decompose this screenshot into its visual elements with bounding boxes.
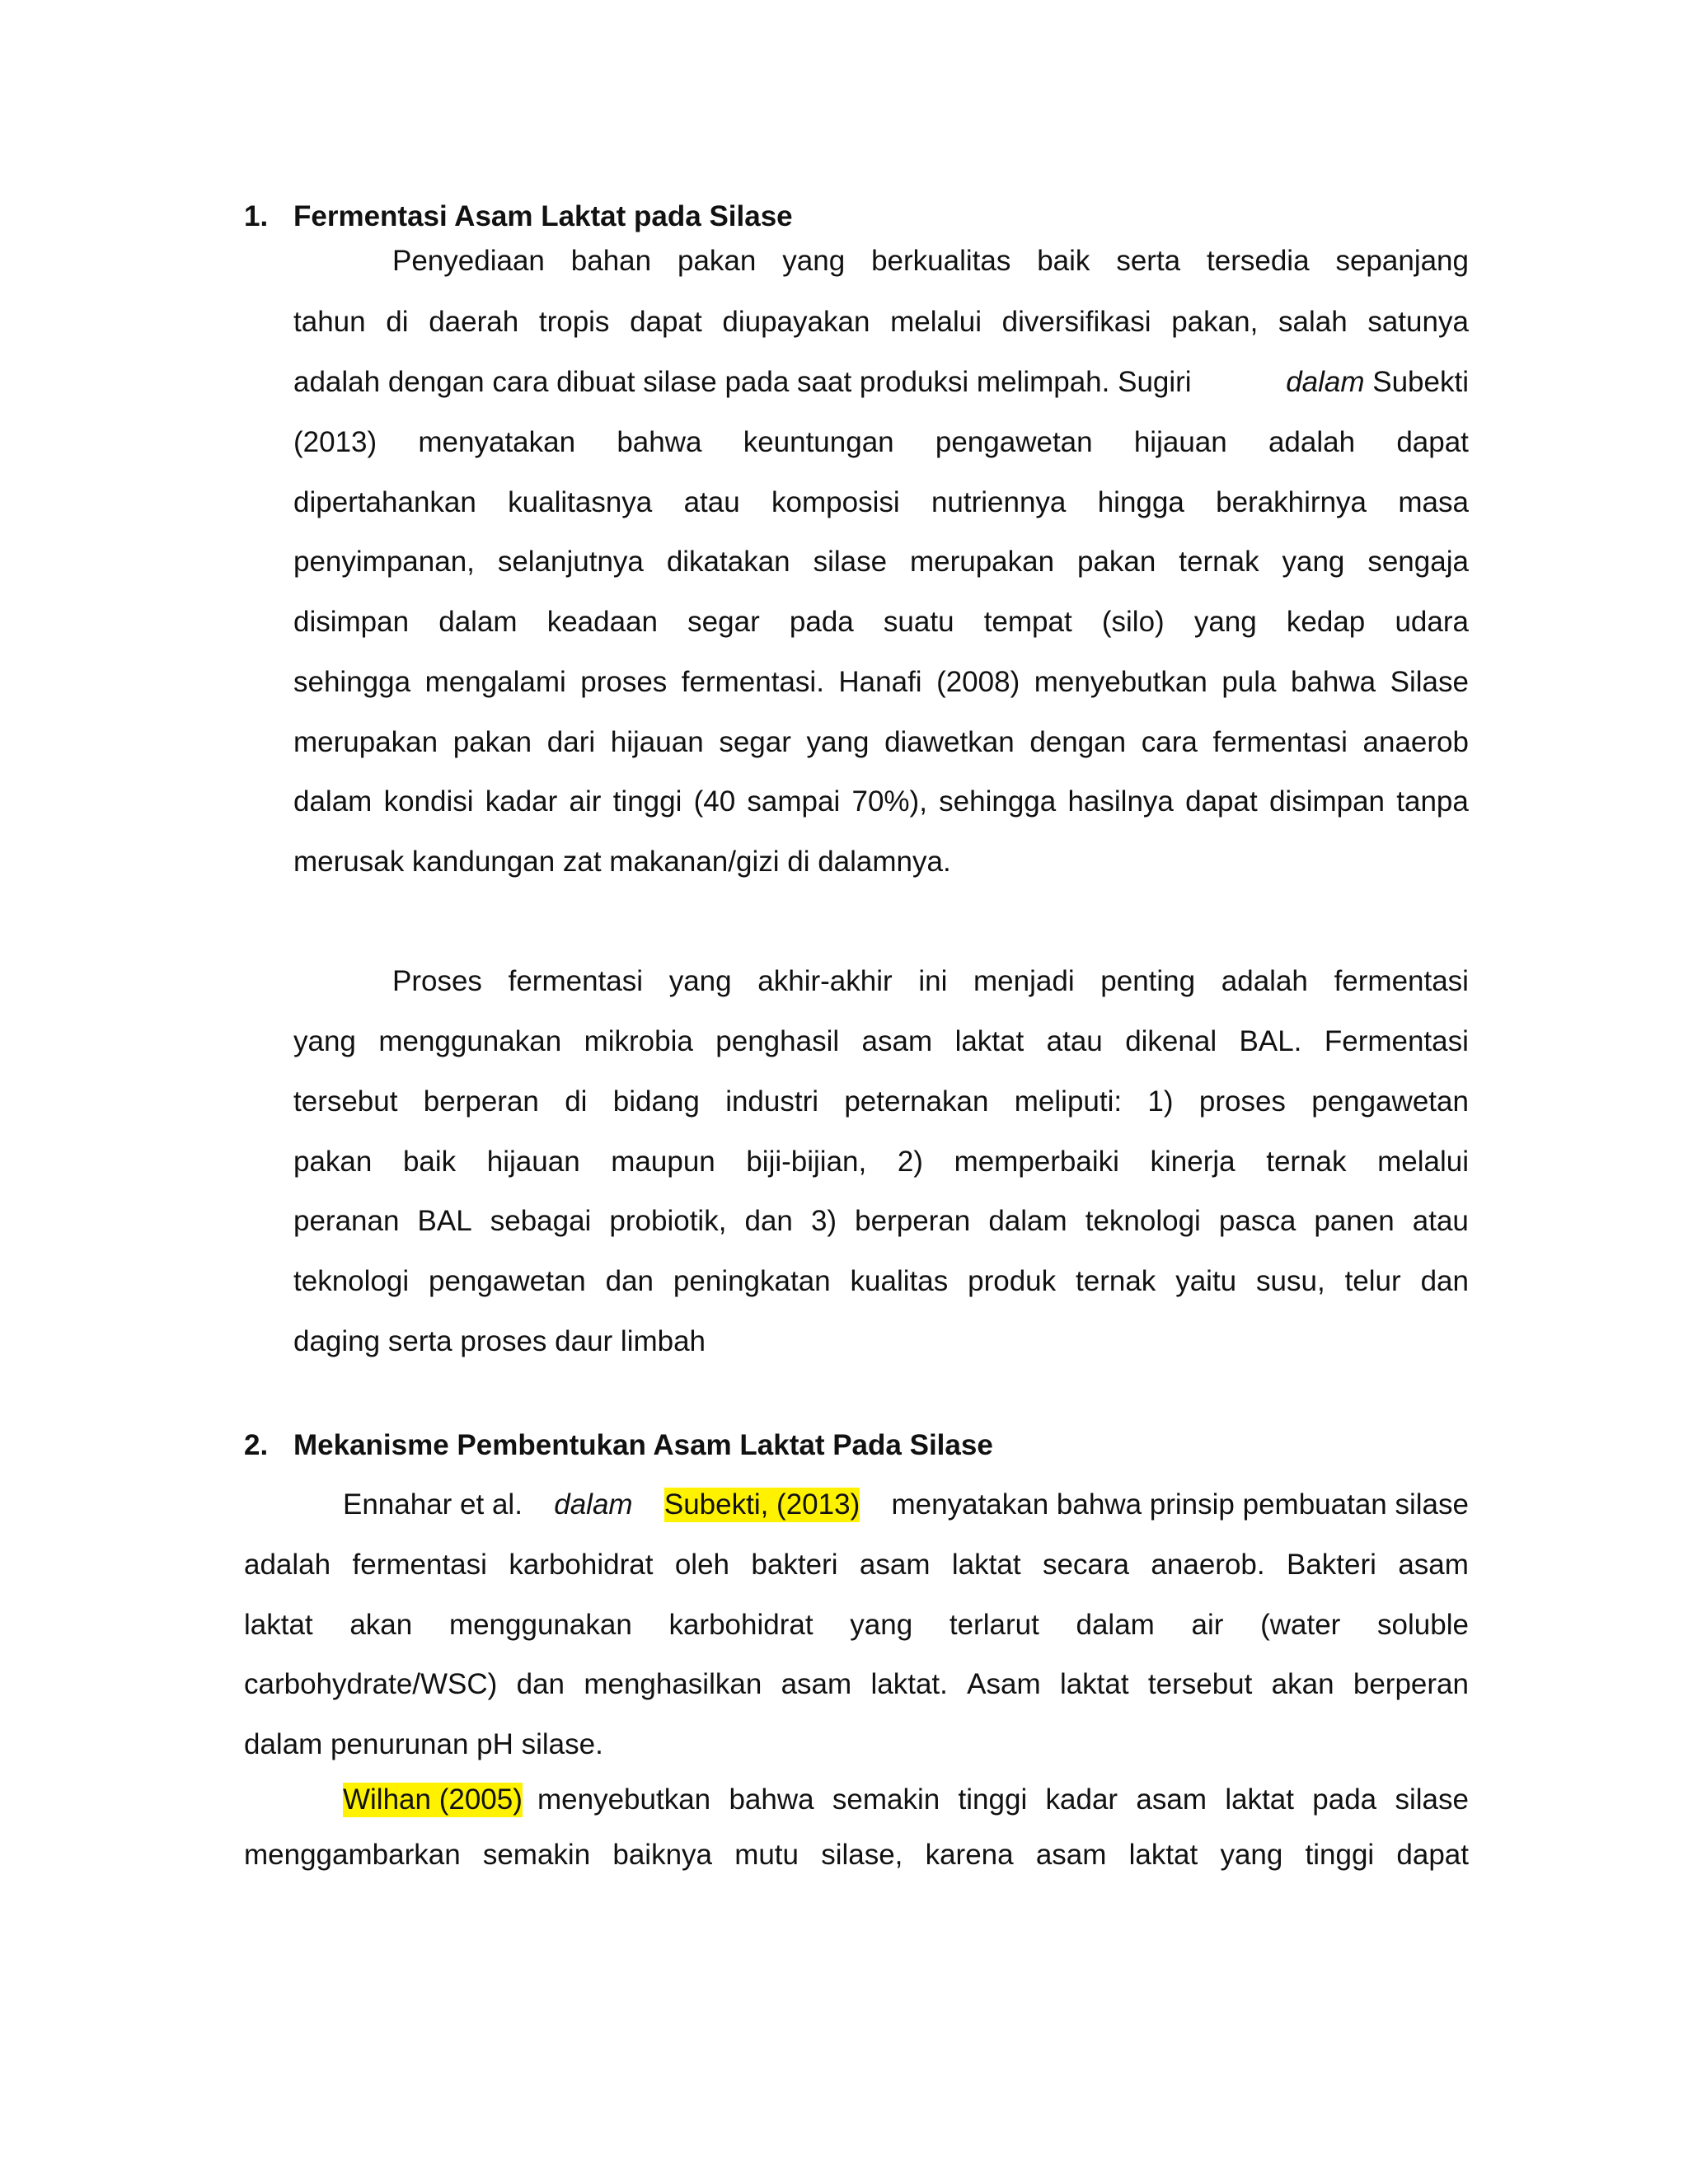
word: tanpa	[1396, 785, 1469, 818]
word: tempat	[983, 606, 1072, 638]
word: kadar	[1045, 1783, 1118, 1816]
word: baik	[1037, 245, 1090, 277]
word: pakan	[678, 245, 757, 277]
word: keuntungan	[743, 426, 894, 458]
word: yang	[668, 965, 732, 997]
word: pakan,	[1171, 306, 1259, 338]
word: Proses	[392, 965, 482, 997]
word: secara	[1042, 1549, 1130, 1581]
word: menggunakan	[378, 1025, 562, 1057]
word: bidang	[612, 1085, 700, 1118]
word: bahwa	[617, 426, 702, 458]
word: yang	[1193, 606, 1257, 638]
word: dalam	[1076, 1609, 1155, 1641]
word: silase	[813, 546, 888, 578]
word: Silase	[1390, 666, 1469, 698]
word: komposisi	[771, 486, 900, 518]
word: dapat	[1396, 1839, 1469, 1871]
word: menjadi	[973, 965, 1075, 997]
word: pakan	[1077, 546, 1156, 578]
s2-p1-line-2	[244, 1548, 1469, 1582]
word: terlarut	[949, 1609, 1039, 1641]
s2-p2-line-2	[244, 1838, 1469, 1872]
word: sengaja	[1367, 546, 1469, 578]
word: proses	[1198, 1085, 1286, 1118]
s2-p2-line-1	[343, 1783, 1469, 1817]
word: asam	[861, 1025, 933, 1057]
word: yang	[806, 726, 870, 758]
word: yang	[1282, 546, 1345, 578]
word: berperan	[423, 1085, 539, 1118]
word: carbohydrate/WSC)	[244, 1668, 498, 1700]
word: 3)	[810, 1205, 837, 1237]
s2-p1-line-1-start: Ennahar et al.	[343, 1488, 523, 1521]
word: panen	[1314, 1205, 1395, 1237]
word: maupun	[611, 1146, 715, 1178]
word: fermentasi	[1334, 965, 1469, 997]
word: BAL.	[1239, 1025, 1302, 1057]
word: teknologi	[1085, 1205, 1201, 1237]
s2-p1-line-1	[343, 1488, 1469, 1522]
s1-p2-line-4	[293, 1145, 1469, 1179]
word: pengawetan	[1311, 1085, 1469, 1118]
s1-p1-line-3	[293, 365, 1469, 400]
word: dikatakan	[666, 546, 790, 578]
word: dipertahankan	[293, 486, 476, 518]
word: dalam	[293, 785, 373, 818]
word: air	[1191, 1609, 1224, 1641]
word: pengawetan	[429, 1265, 586, 1297]
word: bahwa	[1291, 666, 1376, 698]
s1-p1-line-3-italic: dalam	[1286, 366, 1365, 398]
word: diawetkan	[884, 726, 1015, 758]
word: susu,	[1256, 1265, 1325, 1297]
word: yaitu	[1175, 1265, 1237, 1297]
word: telur	[1344, 1265, 1401, 1297]
word: hijauan	[1133, 426, 1227, 458]
word: hijauan	[486, 1146, 580, 1178]
word: serta	[1116, 245, 1181, 277]
section-2-number: 2.	[244, 1429, 269, 1461]
word: kualitasnya	[508, 486, 653, 518]
word: asam	[781, 1668, 852, 1700]
section-2-heading	[244, 1428, 993, 1463]
s2-p1-line-1-italic: dalam	[554, 1488, 633, 1521]
word: (2013)	[293, 426, 377, 458]
s1-p1-line-5	[293, 485, 1469, 520]
word: Fermentasi	[1324, 1025, 1469, 1057]
s1-p2-line-3	[293, 1085, 1469, 1119]
s2-p1-line-1-end: menyatakan bahwa prinsip pembuatan silase	[891, 1488, 1469, 1521]
word: tersebut	[293, 1085, 398, 1118]
word: ternak	[1179, 546, 1259, 578]
word: sehingga	[939, 785, 1057, 818]
section-2-title: Mekanisme Pembentukan Asam Laktat Pada Silase	[293, 1429, 993, 1461]
word: asam	[1035, 1839, 1107, 1871]
word: selanjutnya	[497, 546, 644, 578]
word: berperan	[855, 1205, 971, 1237]
word: semakin	[832, 1783, 940, 1816]
word: disimpan	[293, 606, 410, 638]
word: laktat	[1059, 1668, 1129, 1700]
word: silase,	[821, 1839, 903, 1871]
s2-p1-line-5: dalam penurunan pH silase.	[244, 1728, 603, 1760]
word: menggunakan	[448, 1609, 632, 1641]
word: semakin	[482, 1839, 591, 1871]
word: penting	[1100, 965, 1196, 997]
word: masa	[1398, 486, 1469, 518]
word: cara	[1141, 726, 1198, 758]
s1-p2-line-5	[293, 1204, 1469, 1239]
word: sehingga	[293, 666, 411, 698]
section-1-title: Fermentasi Asam Laktat pada Silase	[293, 200, 793, 232]
word: di	[565, 1085, 588, 1118]
word: fermentasi	[508, 965, 644, 997]
word: segar	[719, 726, 791, 758]
word: baiknya	[612, 1839, 712, 1871]
word: bahan	[570, 245, 652, 277]
s1-p1-line-1	[392, 244, 1469, 279]
word: atau	[683, 486, 740, 518]
word: meliputi:	[1014, 1085, 1123, 1118]
word: dapat	[1185, 785, 1258, 818]
word: sebagai	[490, 1205, 592, 1237]
word: salah	[1278, 306, 1348, 338]
word: dari	[546, 726, 596, 758]
s1-p1-line-11: merusak kandungan zat makanan/gizi di dalamnya.	[293, 846, 951, 878]
word: berkualitas	[871, 245, 1011, 277]
word: (water	[1260, 1609, 1341, 1641]
s1-p1-line-7	[293, 605, 1469, 640]
word: adalah	[1268, 426, 1356, 458]
section-1-heading	[244, 199, 793, 234]
word: karena	[925, 1839, 1014, 1871]
word: menyatakan	[418, 426, 576, 458]
word: memperbaiki	[954, 1146, 1119, 1178]
word: dan	[605, 1265, 654, 1297]
word: biji-bijian,	[746, 1146, 867, 1178]
word: sampai	[747, 785, 841, 818]
s1-p1-line-3-end: Subekti	[1372, 366, 1469, 398]
word: industri	[725, 1085, 819, 1118]
word: dalam	[988, 1205, 1067, 1237]
word: Penyediaan	[392, 245, 545, 277]
word: (2008)	[936, 666, 1020, 698]
word: anaerob.	[1151, 1549, 1265, 1581]
word: dikenal	[1125, 1025, 1217, 1057]
word: dengan	[1029, 726, 1127, 758]
word: karbohidrat	[509, 1549, 654, 1581]
word: (silo)	[1101, 606, 1165, 638]
word: yang	[293, 1025, 356, 1057]
word: tinggi	[612, 785, 682, 818]
word: dan	[1420, 1265, 1469, 1297]
word: nutriennya	[931, 486, 1067, 518]
word: 70%),	[851, 785, 927, 818]
word: peranan	[293, 1205, 400, 1237]
word: disimpan	[1268, 785, 1386, 818]
word: mengalami	[424, 666, 566, 698]
s1-p1-line-2	[293, 305, 1469, 340]
word: atau	[1412, 1205, 1469, 1237]
word: tersedia	[1207, 245, 1310, 277]
word: ini	[918, 965, 948, 997]
section-1-number: 1.	[244, 200, 269, 232]
word: kadar	[485, 785, 558, 818]
word: berakhirnya	[1216, 486, 1367, 518]
word: sepanjang	[1335, 245, 1469, 277]
word: yang	[782, 245, 846, 277]
word: hasilnya	[1067, 785, 1174, 818]
word: menghasilkan	[584, 1668, 762, 1700]
word: udara	[1395, 606, 1469, 638]
word: pada	[1312, 1783, 1377, 1816]
s1-p2-line-2	[293, 1024, 1469, 1059]
word: kinerja	[1150, 1146, 1236, 1178]
word: Bakteri	[1287, 1549, 1376, 1581]
word: kondisi	[383, 785, 474, 818]
word: asam	[1136, 1783, 1207, 1816]
s1-p1-line-4	[293, 425, 1469, 460]
word: 1)	[1147, 1085, 1174, 1118]
s1-p1-line-10	[293, 785, 1469, 819]
word: anaerob	[1362, 726, 1469, 758]
s1-p1-line-9	[293, 725, 1469, 760]
word: melalui	[1377, 1146, 1469, 1178]
word: dan	[516, 1668, 565, 1700]
word: peternakan	[844, 1085, 989, 1118]
word: BAL	[417, 1205, 472, 1237]
word: tropis	[538, 306, 610, 338]
word: pada	[789, 606, 854, 638]
word: hijauan	[610, 726, 704, 758]
word: merupakan	[293, 726, 438, 758]
citation-highlight-wilhan: Wilhan (2005)	[343, 1783, 523, 1816]
word: adalah	[244, 1549, 331, 1581]
word: di	[386, 306, 409, 338]
word: tersebut	[1147, 1668, 1253, 1700]
word: suatu	[883, 606, 954, 638]
word: berperan	[1353, 1668, 1469, 1700]
word: menggambarkan	[244, 1839, 461, 1871]
word: produk	[968, 1265, 1057, 1297]
word: menyebutkan	[1034, 666, 1207, 698]
word: dalam	[438, 606, 518, 638]
word: fermentasi.	[681, 666, 824, 698]
word: dapat	[630, 306, 702, 338]
s2-p2-line-1-end	[537, 1783, 1469, 1817]
word: Asam	[967, 1668, 1041, 1700]
s1-p2-line-7: daging serta proses daur limbah	[293, 1325, 706, 1357]
word: tahun	[293, 306, 366, 338]
word: laktat	[954, 1025, 1025, 1057]
word: air	[569, 785, 602, 818]
word: laktat	[244, 1609, 313, 1641]
word: baik	[402, 1146, 457, 1178]
s1-p2-line-6	[293, 1264, 1469, 1299]
word: fermentasi	[1212, 726, 1348, 758]
word: ternak	[1266, 1146, 1347, 1178]
word: diupayakan	[722, 306, 870, 338]
word: daerah	[429, 306, 519, 338]
word: menyebutkan	[537, 1783, 711, 1816]
s1-p2-line-1	[392, 964, 1469, 999]
s1-p1-line-8	[293, 665, 1469, 700]
citation-highlight-subekti: Subekti, (2013)	[663, 1488, 860, 1521]
word: melalui	[890, 306, 982, 338]
word: pasca	[1218, 1205, 1296, 1237]
word: dapat	[1396, 426, 1469, 458]
word: penghasil	[715, 1025, 840, 1057]
word: akhir-akhir	[757, 965, 893, 997]
word: karbohidrat	[668, 1609, 814, 1641]
s2-p1-line-3	[244, 1608, 1469, 1643]
word: keadaan	[546, 606, 659, 638]
word: bakteri	[751, 1549, 838, 1581]
word: yang	[1220, 1839, 1283, 1871]
word: pengawetan	[935, 426, 1093, 458]
word: merupakan	[909, 546, 1055, 578]
word: ternak	[1076, 1265, 1156, 1297]
word: asam	[859, 1549, 931, 1581]
word: Hanafi	[838, 666, 922, 698]
word: pakan	[293, 1146, 373, 1178]
word: diversifikasi	[1001, 306, 1151, 338]
word: satunya	[1367, 306, 1469, 338]
word: 2)	[897, 1146, 923, 1178]
s1-p1-line-3-text: adalah dengan cara dibuat silase pada saat produksi melimpah. Sugiri	[293, 366, 1192, 398]
word: soluble	[1377, 1609, 1469, 1641]
word: mikrobia	[584, 1025, 693, 1057]
word: peningkatan	[673, 1265, 831, 1297]
word: pakan	[452, 726, 532, 758]
word: pula	[1221, 666, 1277, 698]
word: akan	[349, 1609, 413, 1641]
word: proses	[580, 666, 668, 698]
word: laktat.	[870, 1668, 948, 1700]
word: kualitas	[850, 1265, 949, 1297]
word: (40	[693, 785, 736, 818]
word: akan	[1271, 1668, 1334, 1700]
word: penyimpanan,	[293, 546, 475, 578]
word: tinggi	[958, 1783, 1028, 1816]
word: segar	[687, 606, 760, 638]
word: silase	[1395, 1783, 1469, 1816]
word: yang	[850, 1609, 913, 1641]
word: oleh	[674, 1549, 730, 1581]
word: kedap	[1286, 606, 1366, 638]
word: fermentasi	[352, 1549, 487, 1581]
word: adalah	[1221, 965, 1308, 997]
word: dan	[744, 1205, 793, 1237]
word: mutu	[734, 1839, 799, 1871]
word: atau	[1046, 1025, 1103, 1057]
s1-p1-line-6	[293, 545, 1469, 579]
word: laktat	[951, 1549, 1021, 1581]
word: bahwa	[729, 1783, 814, 1816]
word: hingga	[1097, 486, 1184, 518]
word: laktat	[1128, 1839, 1198, 1871]
word: asam	[1398, 1549, 1469, 1581]
word: teknologi	[293, 1265, 410, 1297]
word: tinggi	[1305, 1839, 1375, 1871]
s2-p1-line-4	[244, 1667, 1469, 1702]
word: laktat	[1225, 1783, 1294, 1816]
word: probiotik,	[609, 1205, 727, 1237]
